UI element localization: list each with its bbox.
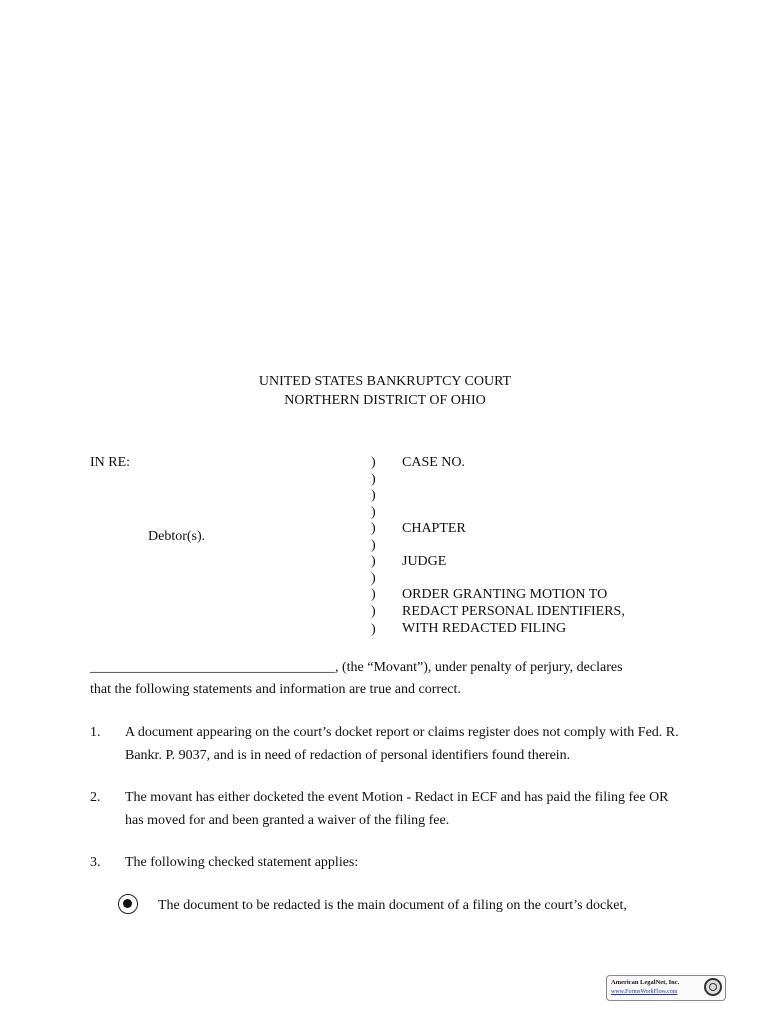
case-no-label: CASE NO. xyxy=(402,455,466,470)
paren: ) xyxy=(371,521,376,536)
in-re-label: IN RE: xyxy=(90,455,131,470)
movant-declaration-line: ___________________________________, (the “Movant”), under penalty of perjury, declares xyxy=(90,660,623,675)
movant-declaration-line-2: that the following statements and information are true and correct. xyxy=(90,682,461,697)
order-title-line-1: ORDER GRANTING MOTION TO xyxy=(402,587,608,602)
publisher-logo-icon xyxy=(704,978,722,996)
paren: ) xyxy=(371,603,376,619)
option-text: The document to be redacted is the main document of a filing on the court’s docket, xyxy=(158,898,627,913)
paren: ) xyxy=(371,455,376,470)
paragraph-number: 2. xyxy=(90,790,101,805)
paren: ) xyxy=(371,488,376,503)
paragraph-number: 1. xyxy=(90,725,101,740)
paren: ) xyxy=(371,554,376,569)
order-title-line-2: REDACT PERSONAL IDENTIFIERS, xyxy=(402,604,625,619)
district-name: NORTHERN DISTRICT OF OHIO xyxy=(284,393,486,408)
publisher-badge[interactable] xyxy=(606,975,726,1001)
chapter-label: CHAPTER xyxy=(402,521,466,536)
paragraph-number: 3. xyxy=(90,855,101,870)
option-radio-button[interactable] xyxy=(118,894,138,914)
judge-label: JUDGE xyxy=(402,554,447,569)
paren: ) xyxy=(371,570,376,586)
paren: ) xyxy=(371,587,376,602)
publisher-name: American LegalNet, Inc. xyxy=(611,979,680,986)
paren: ) xyxy=(371,622,376,637)
paren: ) xyxy=(371,504,376,520)
court-name: UNITED STATES BANKRUPTCY COURT xyxy=(258,374,512,389)
debtor-label: Debtor(s). xyxy=(148,529,206,544)
paragraph-text: The movant has either docketed the event Motion - Redact in ECF and has paid the filing fee OR has moved for and been granted a waiver of the filing fee. xyxy=(125,790,669,828)
paragraph-text: The following checked statement applies: xyxy=(125,855,359,870)
publisher-link[interactable]: www.FormsWorkFlow.com xyxy=(611,989,678,995)
order-title-line-3: WITH REDACTED FILING xyxy=(402,621,567,636)
paren: ) xyxy=(371,537,376,553)
paren: ) xyxy=(371,471,376,487)
paragraph-text: A document appearing on the court’s docket report or claims register does not comply with Fed. R. Bankr. P. 9037, and is in need of redaction of personal identifiers found therein. xyxy=(125,725,679,763)
